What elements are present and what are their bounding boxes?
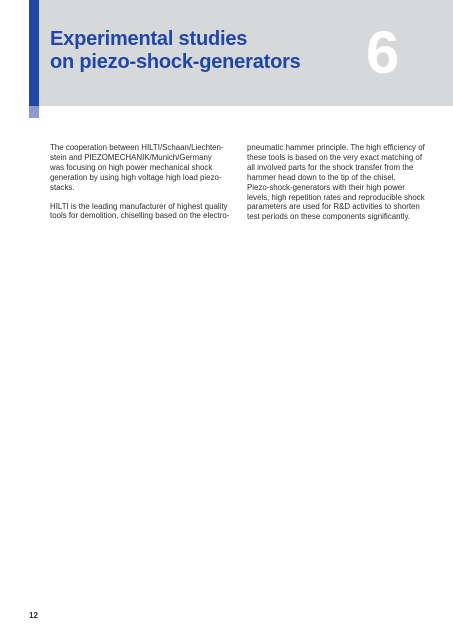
text-column-right	[247, 143, 425, 231]
text-line: test periods on these components significantly.	[247, 212, 411, 222]
text-line: these tools is based on the very exact matching of	[247, 152, 423, 162]
page-number: 12	[29, 611, 38, 620]
paragraph	[50, 143, 222, 193]
chapter-number: 6	[366, 19, 400, 86]
text-line: pneumatic hammer principle. The high efficiency of	[247, 143, 425, 152]
text-line: The cooperation between HILTI/Schaan/Liechten-	[50, 143, 224, 152]
page-title	[50, 28, 301, 74]
text-line: was focusing on high power mechanical shock	[50, 162, 213, 172]
paragraph	[247, 143, 425, 222]
text-line: stacks.	[50, 182, 75, 192]
accent-stripe-light	[29, 106, 39, 118]
body-text	[50, 143, 425, 231]
accent-stripe-dark	[29, 0, 39, 106]
text-line: generation by using high voltage high load piezo-	[50, 172, 222, 182]
text-line: tools for demolition, chiselling based on the electro-	[50, 211, 230, 221]
text-line: Piezo-shock-generators with their high power	[247, 182, 405, 192]
title-line: on piezo-shock-generators	[50, 51, 301, 73]
text-line: levels, high repetition rates and reproducible shock	[247, 192, 425, 202]
text-line: HILTI is the leading manufacturer of highest quality	[50, 201, 228, 211]
title-line: Experimental studies	[50, 28, 248, 50]
text-line: all involved parts for the shock transfer from the	[247, 162, 414, 172]
text-column-left	[50, 143, 230, 231]
text-line: hammer head down to the tip of the chisel.	[247, 172, 396, 182]
text-line: stein and PIEZOMECHANIK/Munich/Germany	[50, 152, 212, 162]
paragraph	[50, 201, 230, 222]
text-line: parameters are used for R&D activities to shorten	[247, 202, 420, 212]
